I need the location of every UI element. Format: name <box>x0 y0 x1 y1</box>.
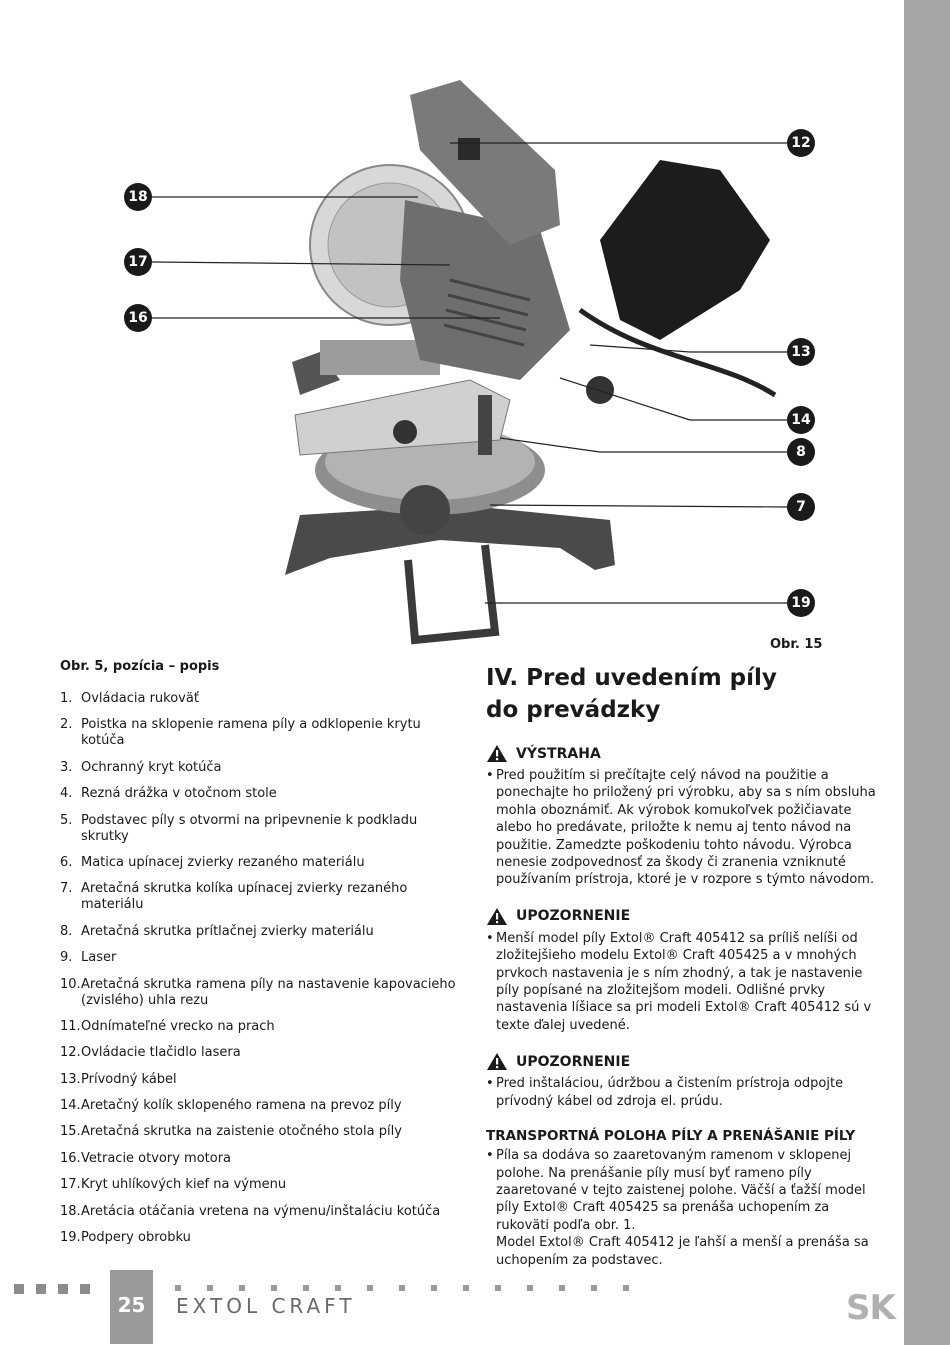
list-item-number: 2. <box>60 717 73 733</box>
list-item-number: 13. <box>60 1071 81 1087</box>
list-item <box>60 691 460 707</box>
transport-bullet: • Píla sa dodáva so zaaretovaným ramenom v sklopenej polohe. Na prenášanie píly musí byť rameno píly zaaretované v tejto zaistenej polohe. Väčší a ťažší model píly Extol® Craft 405425 sa prenáša uchopením za rukoväti podľa obr. 1. Model Extol® Craft 405412 je ľahší a menší a prenáša sa uchopením za podstavec. <box>486 1148 869 1268</box>
list-item-number: 12. <box>60 1045 81 1061</box>
list-item-number: 5. <box>60 812 73 828</box>
warning-block <box>486 744 886 889</box>
list-item-text: Podstavec píly s otvormi na pripevnenie k podkladu skrutky <box>81 812 418 844</box>
transport-title: TRANSPORTNÁ POLOHA PÍLY A PRENÁŠANIE PÍLY <box>486 1128 856 1145</box>
list-item-text: Odnímateľné vrecko na prach <box>81 1018 275 1034</box>
list-item-number: 1. <box>60 691 73 706</box>
list-item-text: Podpery obrobku <box>81 1230 191 1246</box>
footer-dot <box>303 1285 309 1291</box>
list-item-number: 18. <box>60 1203 81 1219</box>
callout-7: 7 <box>787 493 815 521</box>
warning-text: Pred použitím si prečítajte celý návod na použitie a ponechajte ho priložený pri výrobku, aby sa s ním obsluha mohla oboznámiť. Ak výrobok komukoľvek požičiavate alebo ho predávate, priložte k nemu aj tento návod na použitie. Zamedzte poškodeniu tohto návodu. Výrobca nenesie zodpovednosť za škody či zranenia vzniknuté používaním prístroja, ktoré je v rozpore s týmto návodom. <box>496 768 876 888</box>
footer-square <box>36 1284 46 1294</box>
figure-caption: Obr. 15 <box>770 637 823 652</box>
section-heading <box>486 662 886 726</box>
list-item-text: Ovládacia rukoväť <box>81 691 199 706</box>
warning-title-text: VÝSTRAHA <box>516 745 601 762</box>
list-item <box>60 855 460 871</box>
list-item-number: 19. <box>60 1230 81 1246</box>
list-item-number: 3. <box>60 759 73 775</box>
list-item-number: 9. <box>60 950 73 966</box>
list-item <box>60 1072 460 1088</box>
list-item-number: 10. <box>60 976 81 992</box>
callout-13: 13 <box>787 338 815 366</box>
footer-dot <box>239 1285 245 1291</box>
list-item <box>60 1230 460 1246</box>
list-item-number: 15. <box>60 1124 81 1140</box>
list-item-text: Laser <box>81 950 117 966</box>
footer-dot <box>591 1285 597 1291</box>
footer-square <box>58 1284 68 1294</box>
list-item-number: 7. <box>60 881 73 897</box>
list-item-text: Aretačný kolík sklopeného ramena na prevoz píly <box>81 1098 402 1114</box>
list-item <box>60 1204 460 1220</box>
callout-8: 8 <box>787 438 815 466</box>
list-item <box>60 950 460 966</box>
footer-dot <box>207 1285 213 1291</box>
heading-line-1: IV. Pred uvedením píly <box>486 665 777 691</box>
notice-bullet-2: • Pred inštaláciou, údržbou a čistením prístroja odpojte prívodný kábel od zdroja el. prúdu. <box>486 1076 844 1109</box>
list-item <box>60 1098 460 1114</box>
warning-title <box>486 744 886 763</box>
footer-dot <box>335 1285 341 1291</box>
list-item-text: Vetracie otvory motora <box>81 1150 232 1166</box>
footer-dot <box>463 1285 469 1291</box>
notice-title-1-text: UPOZORNENIE <box>516 908 631 925</box>
list-item-number: 4. <box>60 786 73 802</box>
notice-text-2: Pred inštaláciou, údržbou a čistením prístroja odpojte prívodný kábel od zdroja el. prúdu. <box>496 1076 844 1109</box>
list-item <box>60 1019 460 1035</box>
page-number: 25 <box>110 1270 153 1344</box>
parts-list <box>60 691 460 1256</box>
notice-title-2 <box>486 1052 886 1071</box>
footer-dot <box>559 1285 565 1291</box>
miter-saw-figure <box>0 0 904 660</box>
list-item-text: Aretačná skrutka kolíka upínacej zvierky rezaného materiálu <box>81 881 408 913</box>
list-item-number: 14. <box>60 1098 81 1114</box>
notice-block-2 <box>486 1052 886 1110</box>
callout-19: 19 <box>787 589 815 617</box>
warning-icon <box>486 744 508 763</box>
list-item <box>60 924 460 940</box>
callout-14: 14 <box>787 406 815 434</box>
list-item <box>60 760 460 776</box>
list-item <box>60 717 460 749</box>
side-bar <box>904 0 950 1345</box>
list-item <box>60 786 460 802</box>
list-item-text: Aretačná skrutka na zaistenie otočného stola píly <box>81 1124 402 1140</box>
right-column <box>486 662 886 1283</box>
heading-line-2: do prevádzky <box>486 697 661 723</box>
footer-square <box>14 1284 24 1294</box>
list-item <box>60 977 460 1009</box>
list-item <box>60 1124 460 1140</box>
notice-text-1: Menší model píly Extol® Craft 405412 sa príliš nelíši od zložitejšieho modelu Extol® Craft 405425 a v mnohých prvkoch nastavenia je s ním zhodný, a tak je nastavenie píly popísané na zložitejšom modeli. Odlišné prvky nastavenia líšiace sa pri modeli Extol® Craft 405412 sú v texte ďalej uvedené. <box>496 930 872 1033</box>
list-item-text: Aretácia otáčania vretena na výmenu/inštaláciu kotúča <box>81 1203 441 1219</box>
callout-12: 12 <box>787 129 815 157</box>
notice-block-1 <box>486 907 886 1034</box>
footer-square <box>80 1284 90 1294</box>
footer-dot <box>271 1285 277 1291</box>
transport-text-2: Model Extol® Craft 405412 je ľahší a menší a prenáša sa uchopením za podstavec. <box>496 1235 869 1268</box>
list-item-number: 16. <box>60 1150 81 1166</box>
footer-dot <box>367 1285 373 1291</box>
notice-title-2-text: UPOZORNENIE <box>516 1053 631 1070</box>
list-item-text: Aretačná skrutka prítlačnej zvierky materiálu <box>81 923 374 939</box>
transport-block <box>486 1128 886 1269</box>
list-item-text: Ovládacie tlačidlo lasera <box>81 1045 241 1061</box>
list-item <box>60 1177 460 1193</box>
parts-list-title: Obr. 5, pozícia – popis <box>60 659 220 674</box>
list-item-text: Aretačná skrutka ramena píly na nastavenie kapovacieho (zvislého) uhla rezu <box>81 976 456 1008</box>
warning-icon <box>486 1052 508 1071</box>
list-item <box>60 1045 460 1061</box>
brand-logo: EXTOL CRAFT <box>176 1294 356 1318</box>
list-item <box>60 881 460 913</box>
list-item-text: Rezná drážka v otočnom stole <box>81 786 277 802</box>
footer-dot <box>399 1285 405 1291</box>
footer-dot <box>623 1285 629 1291</box>
notice-title-1 <box>486 907 886 926</box>
transport-text-1: Píla sa dodáva so zaaretovaným ramenom v sklopenej polohe. Na prenášanie píly musí byť rameno píly zaaretované v tejto zaistenej polohe. Väčší a ťažší model píly Extol® Craft 405425 sa prenáša uchopením za rukoväti podľa obr. 1. <box>496 1148 866 1233</box>
callout-17: 17 <box>124 248 152 276</box>
list-item-number: 17. <box>60 1177 81 1193</box>
list-item <box>60 813 460 845</box>
list-item-number: 11. <box>60 1018 81 1034</box>
list-item-text: Kryt uhlíkových kief na výmenu <box>81 1177 287 1193</box>
warning-bullet: • Pred použitím si prečítajte celý návod na použitie a ponechajte ho priložený pri výrobku, aby sa s ním obsluha mohla oboznámiť. Ak výrobok komukoľvek požičiavate alebo ho predávate, priložte k nemu aj tento návod na použitie. Zamedzte poškodeniu tohto návodu. Výrobca nenesie zodpovednosť za škody či zranenia vzniknuté používaním prístroja, ktoré je v rozpore s týmto návodom. <box>486 768 876 888</box>
list-item-number: 6. <box>60 854 73 870</box>
list-item-text: Ochranný kryt kotúča <box>81 759 222 775</box>
list-item-text: Matica upínacej zvierky rezaného materiálu <box>81 854 365 870</box>
callout-18: 18 <box>124 183 152 211</box>
footer-dot <box>175 1285 181 1291</box>
footer-dot <box>495 1285 501 1291</box>
list-item-text: Prívodný kábel <box>81 1071 177 1087</box>
language-code: SK <box>846 1288 895 1328</box>
callout-16: 16 <box>124 304 152 332</box>
list-item-text: Poistka na sklopenie ramena píly a odklopenie krytu kotúča <box>81 717 421 749</box>
notice-bullet-1: • Menší model píly Extol® Craft 405412 sa príliš nelíši od zložitejšieho modelu Extol® Craft 405425 a v mnohých prvkoch nastavenia je s ním zhodný, a tak je nastavenie píly popísané na zložitejšom modeli. Odlišné prvky nastavenia líšiace sa pri modeli Extol® Craft 405412 sú v texte ďalej uvedené. <box>486 930 872 1033</box>
footer-dot <box>527 1285 533 1291</box>
footer-dot <box>431 1285 437 1291</box>
list-item-number: 8. <box>60 923 73 939</box>
list-item <box>60 1151 460 1167</box>
warning-icon <box>486 907 508 926</box>
